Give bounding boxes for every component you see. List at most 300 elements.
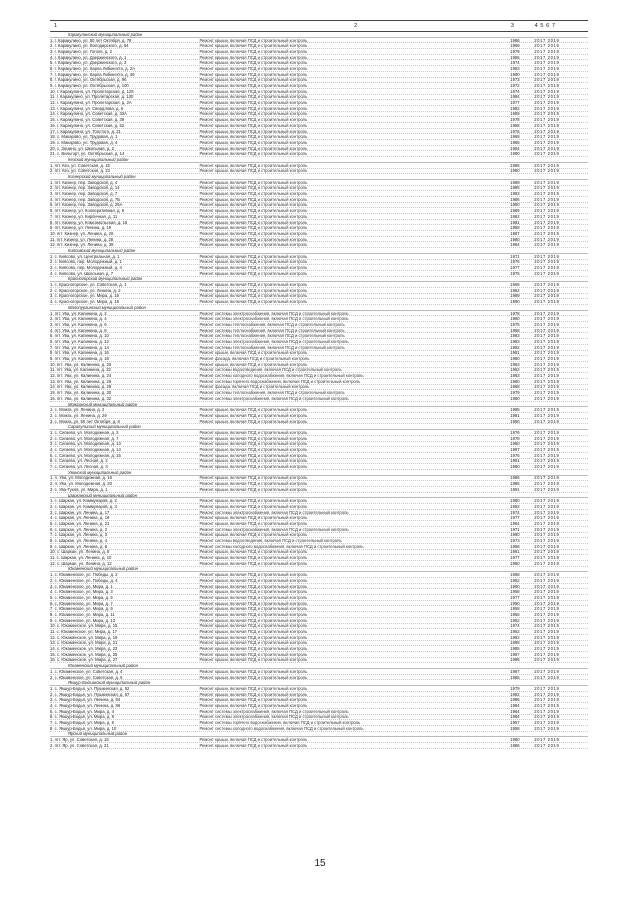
address-cell: 3. с. Шаркан, ул. Ленина, д. 17: [50, 509, 110, 515]
work-type-cell: Ремонт системы холодного водоснабжения, включая ПСД и строительный контроль: [199, 373, 364, 379]
address-cell: 2. пгт. Ува, ул. Калинина, д. 4: [50, 316, 107, 322]
address-cell: 2. с. Сигаево, ул. Молодежная, д. 7: [50, 435, 119, 441]
address-cell: 2. пгт. Яр, ул. Советская, д. 21: [50, 742, 109, 748]
address-cell: 7. г. Каракулино, ул. Карла Либкнехта, д. 36: [50, 71, 135, 77]
address-cell: 18. с. Макарово, ул. Трудовая, д. 1: [50, 134, 118, 140]
address-cell: 9. с. Юкаменское, ул. Мира, д. 13: [50, 617, 116, 623]
address-cell: 7. с. Якшур-Бодья, ул. Мира, д. 8: [50, 720, 114, 726]
address-cell: 4. с. Киясово, ул. Школьная, д. 7: [50, 270, 114, 276]
year-cell: 1977: [510, 594, 520, 600]
work-type-cell: Ремонт крыши, включая ПСД и строительный контроль: [199, 213, 308, 219]
work-type-cell: Ремонт крыши, включая ПСД и строительный контроль: [199, 481, 308, 487]
year-cell: 1988: [510, 122, 520, 128]
period-cell: 2017 2019: [534, 168, 560, 174]
address-cell: 12. г. Каракулино, ул. Пролетарская, д. 2А: [50, 100, 132, 106]
year-cell: 1989: [510, 179, 520, 185]
period-cell: 2017 2019: [534, 429, 560, 435]
period-cell: 2017 2019: [534, 105, 560, 111]
address-cell: 4. с. Юкаменское, ул. Мира, д. 3: [50, 589, 113, 595]
period-cell: 2017 2019: [534, 714, 560, 720]
work-type-cell: Ремонт крыши, включая ПСД и строительный контроль: [199, 407, 308, 413]
year-cell: 1971: [510, 253, 520, 259]
work-type-cell: Ремонт системы теплоснабжения, включая ПСД и строительный контроль: [199, 321, 345, 327]
period-cell: 2017 2019: [534, 520, 560, 526]
address-cell: 5. пгт. Кизнер, пер. Заводской, д. 26А: [50, 202, 123, 208]
year-cell: 1974: [510, 88, 520, 94]
address-cell: 11. с. Шаркан, ул. Ленина, д. 10: [50, 555, 112, 561]
period-cell: 2017 2019: [534, 452, 560, 458]
period-cell: 2017 2019: [534, 685, 560, 691]
year-cell: 1978: [510, 435, 520, 441]
address-cell: 3. пгт. Ува, ул. Калинина, д. 6: [50, 321, 107, 327]
address-cell: 4. г. Каракулино, ул. Дзержинского, д. 1: [50, 54, 127, 60]
period-cell: 2017 2019: [534, 65, 560, 71]
section-title: Каракулинский муниципальный район: [50, 32, 588, 38]
year-cell: 1972: [510, 83, 520, 89]
work-type-cell: Ремонт крыши, включая ПСД и строительный контроль: [199, 589, 308, 595]
period-cell: 2017 2019: [534, 611, 560, 617]
year-cell: 1980: [510, 464, 520, 470]
work-type-cell: Ремонт крыши, включая ПСД и строительный контроль: [199, 236, 308, 242]
period-cell: 2017 2019: [534, 600, 560, 606]
period-cell: 2017 2019: [534, 464, 560, 470]
work-type-cell: Ремонт крыши, включая ПСД и строительный контроль: [199, 270, 308, 276]
year-cell: 1980: [510, 395, 520, 401]
year-cell: 1963: [510, 361, 520, 367]
address-cell: 9. г. Каракулино, ул. Октябрьская, д. 100: [50, 83, 129, 89]
work-type-cell: Ремонт системы водоотведения, включая ПСД и строительный контроль: [199, 538, 342, 544]
work-type-cell: Ремонт крыши, включая ПСД и строительный контроль: [199, 202, 308, 208]
address-cell: 8. с. Шаркан, ул. Ленина, д. 4: [50, 538, 108, 544]
address-cell: 12. пгт. Кизнер, ул. Ленина, д. 38: [50, 242, 114, 248]
work-type-cell: Ремонт крыши, включая ПСД и строительный контроль: [199, 293, 308, 299]
work-type-cell: Ремонт крыши, включая ПСД и строительный контроль: [199, 577, 308, 583]
period-cell: 2017 2019: [534, 151, 560, 157]
work-type-cell: Ремонт крыши, включая ПСД и строительный контроль: [199, 594, 308, 600]
year-cell: 1990: [510, 418, 520, 424]
period-cell: 2017 2019: [534, 111, 560, 117]
period-cell: 2017 2019: [534, 37, 560, 43]
address-cell: 6. с. Юкаменское, ул. Мира, д. 7: [50, 600, 113, 606]
address-cell: 12. пгт. Ува, ул. Калинина, д. 24: [50, 373, 112, 379]
year-cell: 1986: [510, 475, 520, 481]
period-cell: 2017 2019: [534, 646, 560, 652]
year-cell: 1984: [510, 145, 520, 151]
work-type-cell: Ремонт системы электроснабжения, включая ПСД и строительный контроль: [199, 708, 349, 714]
year-cell: 1985: [510, 674, 520, 680]
work-type-cell: Ремонт системы электроснабжения, включая ПСД и строительный контроль: [199, 395, 349, 401]
work-type-cell: Ремонт крыши, включая ПСД и строительный контроль: [199, 48, 308, 54]
period-cell: 2017 2019: [534, 390, 560, 396]
period-cell: 2017 2019: [534, 83, 560, 89]
period-cell: 2017 2019: [534, 219, 560, 225]
period-cell: 2017 2019: [534, 134, 560, 140]
address-cell: 14. г. Каракулино, ул. Советская, д. 33А: [50, 111, 127, 117]
year-cell: 1981: [510, 458, 520, 464]
year-cell: 1960: [510, 583, 520, 589]
year-cell: 1958: [510, 572, 520, 578]
period-cell: 2017 2019: [534, 202, 560, 208]
address-cell: 5. г. Каракулино, ул. Дзержинского, д. 3: [50, 60, 127, 66]
period-cell: 2017 2019: [534, 532, 560, 538]
work-type-cell: Ремонт крыши, включая ПСД и строительный контроль: [199, 651, 308, 657]
period-cell: 2017 2019: [534, 299, 560, 305]
address-cell: 4. с. Сигаево, ул. Молодежная, д. 14: [50, 447, 121, 453]
period-cell: 2017 2019: [534, 230, 560, 236]
year-cell: 1975: [510, 452, 520, 458]
address-cell: 16. г. Каракулино, ул. Советская, д. 52: [50, 122, 125, 128]
repair-program-table: [50, 20, 588, 749]
address-cell: 14. с. Юкаменское, ул. Мира, д. 23: [50, 646, 118, 652]
year-cell: 1980: [510, 560, 520, 566]
work-type-cell: Ремонт крыши, включая ПСД и строительный контроль: [199, 242, 308, 248]
work-type-cell: Ремонт системы горячего водоснабжения, включая ПСД и строительный контроль: [199, 378, 361, 384]
year-cell: 1987: [510, 668, 520, 674]
period-cell: 2017 2019: [534, 594, 560, 600]
work-type-cell: Ремонт фасада, включая ПСД и строительный контроль: [199, 356, 310, 362]
period-cell: 2017 2019: [534, 321, 560, 327]
address-cell: 8. пгт. Ува, ул. Калинина, д. 16: [50, 350, 109, 356]
address-cell: 20. с. Зюзино, ул. Школьная, д. 2: [50, 145, 114, 151]
year-cell: 1985: [510, 407, 520, 413]
work-type-cell: Ремонт системы теплоснабжения, включая ПСД и строительный контроль: [199, 390, 345, 396]
year-cell: 1985: [510, 481, 520, 487]
work-type-cell: Ремонт системы горячего водоснабжения, включая ПСД и строительный контроль: [199, 720, 361, 726]
period-cell: 2017 2019: [534, 589, 560, 595]
address-cell: 5. с. Якшур-Бодья, ул. Мира, д. 4: [50, 708, 114, 714]
work-type-cell: Ремонт крыши, включая ПСД и строительный контроль: [199, 65, 308, 71]
address-cell: 5. с. Сигаево, ул. Молодежная, д. 15: [50, 452, 121, 458]
year-cell: 1990: [510, 600, 520, 606]
work-type-cell: Ремонт крыши, включая ПСД и строительный контроль: [199, 611, 308, 617]
period-cell: 2017 2019: [534, 543, 560, 549]
address-cell: 11. пгт. Ува, ул. Калинина, д. 22: [50, 367, 111, 373]
work-type-cell: Ремонт крыши, включая ПСД и строительный контроль: [199, 617, 308, 623]
period-cell: 2017 2019: [534, 316, 560, 322]
work-type-cell: Ремонт крыши, включая ПСД и строительный контроль: [199, 464, 308, 470]
work-type-cell: Ремонт крыши, включая ПСД и строительный контроль: [199, 441, 308, 447]
header-col-1: 1: [54, 23, 58, 29]
year-cell: 1962: [510, 213, 520, 219]
period-cell: 2017 2019: [534, 629, 560, 635]
year-cell: 1976: [510, 429, 520, 435]
work-type-cell: Ремонт крыши, включая ПСД и строительный контроль: [199, 532, 308, 538]
address-cell: 6. с. Шаркан, ул. Ленина, д. 2: [50, 526, 108, 532]
year-cell: 1986: [510, 37, 520, 43]
year-cell: 1964: [510, 708, 520, 714]
period-cell: 2017 2019: [534, 208, 560, 214]
address-cell: 17. г. Каракулино, ул. Толстого, д. 21: [50, 128, 121, 134]
year-cell: 1983: [510, 191, 520, 197]
address-cell: 1. с. Сигаево, ул. Молодежная, д. 3: [50, 429, 119, 435]
period-cell: 2017 2019: [534, 60, 560, 66]
work-type-cell: Ремонт крыши, включая ПСД и строительный контроль: [199, 674, 308, 680]
period-cell: 2017 2019: [534, 737, 560, 743]
work-type-cell: Ремонт крыши, включая ПСД и строительный контроль: [199, 583, 308, 589]
section-title: Малопургинский муниципальный район: [50, 305, 588, 311]
year-cell: 1982: [510, 634, 520, 640]
year-cell: 1958: [510, 589, 520, 595]
year-cell: 1980: [510, 236, 520, 242]
address-cell: 19. с. Макарово, ул. Трудовая, д. 4: [50, 139, 118, 145]
address-cell: 10. с. Шаркан, ул. Ленина, д. 8: [50, 549, 110, 555]
address-cell: 2. с. Юкаменское, ул. Советская, д. 5: [50, 674, 123, 680]
address-cell: 4. с. Шаркан, ул. Ленина, д. 19: [50, 515, 110, 521]
address-cell: 7. пгт. Ува, ул. Калинина, д. 14: [50, 344, 109, 350]
period-cell: 2017 2019: [534, 100, 560, 106]
year-cell: 1962: [510, 344, 520, 350]
year-cell: 1980: [510, 498, 520, 504]
period-cell: 2017 2019: [534, 327, 560, 333]
work-type-cell: Ремонт крыши, включая ПСД и строительный контроль: [199, 253, 308, 259]
period-cell: 2017 2019: [534, 236, 560, 242]
work-type-cell: Ремонт крыши, включая ПСД и строительный контроль: [199, 657, 308, 663]
period-cell: 2017 2019: [534, 117, 560, 123]
year-cell: 1975: [510, 321, 520, 327]
period-cell: 2017 2019: [534, 486, 560, 492]
period-cell: 2017 2019: [534, 634, 560, 640]
year-cell: 1958: [510, 606, 520, 612]
section-title: Ярский муниципальный район: [50, 732, 588, 738]
year-cell: 1973: [510, 538, 520, 544]
work-type-cell: Ремонт крыши, включая ПСД и строительный контроль: [199, 412, 308, 418]
header-col-2: 2: [354, 23, 358, 29]
address-cell: 2. пгт. Кизнер, пер. Заводской, д. 14: [50, 185, 120, 191]
period-cell: 2017 2019: [534, 617, 560, 623]
header-col-4: 4 5 6 7: [534, 23, 556, 29]
year-cell: 1984: [510, 702, 520, 708]
address-cell: 2. г. Каракулино, ул. Володарского, д. 64: [50, 43, 129, 49]
work-type-cell: Ремонт системы электроснабжения, включая ПСД и строительный контроль: [199, 310, 349, 316]
period-cell: 2017 2019: [534, 361, 560, 367]
period-cell: 2017 2019: [534, 213, 560, 219]
work-type-cell: Ремонт крыши, включая ПСД и строительный контроль: [199, 111, 308, 117]
work-type-cell: Ремонт крыши, включая ПСД и строительный контроль: [199, 225, 308, 231]
address-cell: 15. г. Каракулино, ул. Советская, д. 39: [50, 117, 125, 123]
work-type-cell: Ремонт крыши, включая ПСД и строительный контроль: [199, 737, 308, 743]
work-type-cell: Ремонт крыши, включая ПСД и строительный контроль: [199, 549, 308, 555]
period-cell: 2017 2019: [534, 162, 560, 168]
address-cell: 5. с. Шаркан, ул. Ленина, д. 21: [50, 520, 110, 526]
work-type-cell: Ремонт системы электроснабжения, включая ПСД и строительный контроль: [199, 509, 349, 515]
address-cell: 15. пгт. Ува, ул. Калинина, д. 30: [50, 390, 112, 396]
period-cell: 2017 2019: [534, 498, 560, 504]
year-cell: 1979: [510, 685, 520, 691]
period-cell: 2017 2019: [534, 378, 560, 384]
period-cell: 2017 2019: [534, 725, 560, 731]
period-cell: 2017 2019: [534, 412, 560, 418]
work-type-cell: Ремонт крыши, включая ПСД и строительный контроль: [199, 100, 308, 106]
work-type-cell: Ремонт крыши, включая ПСД и строительный контроль: [199, 105, 308, 111]
year-cell: 1968: [510, 384, 520, 390]
table-body: [50, 32, 588, 749]
work-type-cell: Ремонт крыши, включая ПСД и строительный контроль: [199, 623, 308, 629]
year-cell: 1989: [510, 43, 520, 49]
period-cell: 2017 2019: [534, 259, 560, 265]
work-type-cell: Ремонт крыши, включая ПСД и строительный контроль: [199, 418, 308, 424]
work-type-cell: Ремонт крыши, включая ПСД и строительный контроль: [199, 37, 308, 43]
work-type-cell: Ремонт системы водоотведения, включая ПСД и строительный контроль: [199, 367, 342, 373]
period-cell: 2017 2019: [534, 418, 560, 424]
year-cell: 1974: [510, 623, 520, 629]
address-cell: 16. пгт. Ува, ул. Калинина, д. 32: [50, 395, 112, 401]
work-type-cell: Ремонт крыши, включая ПСД и строительный контроль: [199, 145, 308, 151]
period-cell: 2017 2019: [534, 225, 560, 231]
period-cell: 2017 2019: [534, 338, 560, 344]
address-cell: 1. пгт. Ува, ул. Калинина, д. 2: [50, 310, 107, 316]
period-cell: 2017 2019: [534, 344, 560, 350]
address-cell: 13. с. Юкаменское, ул. Мира, д. 21: [50, 640, 118, 646]
work-type-cell: Ремонт крыши, включая ПСД и строительный контроль: [199, 668, 308, 674]
section-title: Шарканский муниципальный район: [50, 493, 588, 499]
year-cell: 1980: [510, 168, 520, 174]
year-cell: 1980: [510, 202, 520, 208]
address-cell: 11. г. Каракулино, ул. Пролетарская, д. 130: [50, 94, 134, 100]
work-type-cell: Ремонт крыши, включая ПСД и строительный контроль: [199, 162, 308, 168]
year-cell: 1991: [510, 486, 520, 492]
address-cell: 10. с. Юкаменское, ул. Мира, д. 15: [50, 623, 118, 629]
work-type-cell: Ремонт крыши, включая ПСД и строительный контроль: [199, 94, 308, 100]
address-cell: 11. с. Юкаменское, ул. Мира, д. 17: [50, 629, 118, 635]
address-cell: 14. пгт. Ува, ул. Калинина, д. 28: [50, 384, 112, 390]
work-type-cell: Ремонт крыши, включая ПСД и строительный контроль: [199, 151, 308, 157]
year-cell: 1989: [510, 293, 520, 299]
period-cell: 2017 2019: [534, 384, 560, 390]
address-cell: 6. с. Сигаево, ул. Лесная, д. 2: [50, 458, 108, 464]
address-cell: 7. с. Шаркан, ул. Ленина, д. 3: [50, 532, 108, 538]
work-type-cell: Ремонт крыши, включая ПСД и строительный контроль: [199, 134, 308, 140]
work-type-cell: Ремонт крыши, включая ПСД и строительный контроль: [199, 691, 308, 697]
section-title: Можгинский муниципальный район: [50, 402, 588, 408]
work-type-cell: Ремонт крыши, включая ПСД и строительный контроль: [199, 458, 308, 464]
period-cell: 2017 2019: [534, 702, 560, 708]
address-cell: 2. п. Ува, ул. Молодежная, д. 20: [50, 481, 112, 487]
address-cell: 7. с. Сигаево, ул. Лесная, д. 3: [50, 464, 108, 470]
address-cell: 1. пгт. Кизнер, пер. Заводской, д. 4: [50, 179, 118, 185]
work-type-cell: Ремонт системы теплоснабжения, включая ПСД и строительный контроль: [199, 327, 345, 333]
period-cell: 2017 2019: [534, 640, 560, 646]
period-cell: 2017 2019: [534, 179, 560, 185]
address-cell: 2. с. Можга, ул. Ленина, д. 29: [50, 412, 107, 418]
address-cell: 7. с. Юкаменское, ул. Мира, д. 9: [50, 606, 113, 612]
address-cell: 2. с. Юкаменское, ул. Победы, д. 4: [50, 577, 118, 583]
year-cell: 1962: [510, 577, 520, 583]
year-cell: 1980: [510, 356, 520, 362]
work-type-cell: Ремонт крыши, включая ПСД и строительный контроль: [199, 572, 308, 578]
period-cell: 2017 2019: [534, 657, 560, 663]
year-cell: 1980: [510, 441, 520, 447]
year-cell: 1974: [510, 60, 520, 66]
address-cell: 6. пгт. Кизнер, ул. Кооперативная, д. 8: [50, 208, 125, 214]
address-cell: 1. с. Якшур-Бодья, ул. Пушкинская, д. 52: [50, 685, 130, 691]
period-cell: 2017 2019: [534, 282, 560, 288]
period-cell: 2017 2019: [534, 435, 560, 441]
address-cell: 9. пгт. Кизнер, ул. Ленина, д. 19: [50, 225, 112, 231]
address-cell: 12. с. Юкаменское, ул. Мира, д. 19: [50, 634, 118, 640]
period-cell: 2017 2019: [534, 265, 560, 271]
work-type-cell: Ремонт крыши, включая ПСД и строительный контроль: [199, 606, 308, 612]
work-type-cell: Ремонт крыши, включая ПСД и строительный контроль: [199, 429, 308, 435]
period-cell: 2017 2019: [534, 310, 560, 316]
year-cell: 1958: [510, 543, 520, 549]
period-cell: 2017 2019: [534, 356, 560, 362]
address-cell: 4. пгт. Ува, ул. Калинина, д. 8: [50, 327, 107, 333]
period-cell: 2017 2019: [534, 373, 560, 379]
address-cell: 3. с. Юкаменское, ул. Мира, д. 1: [50, 583, 113, 589]
period-cell: 2017 2019: [534, 395, 560, 401]
address-cell: 9. с. Шаркан, ул. Ленина, д. 6: [50, 543, 108, 549]
period-cell: 2017 2019: [534, 293, 560, 299]
work-type-cell: Ремонт системы электроснабжения, включая ПСД и строительный контроль: [199, 338, 349, 344]
table-row: [50, 726, 588, 732]
period-cell: 2017 2019: [534, 697, 560, 703]
year-cell: 1957: [510, 720, 520, 726]
period-cell: 2017 2019: [534, 122, 560, 128]
address-cell: 4. с. Красногорское, ул. Мира, д. 18: [50, 299, 119, 305]
address-cell: 3. г. Каракулино, ул. Гоголя, д. 2: [50, 48, 112, 54]
address-cell: 5. пгт. Ува, ул. Калинина, д. 10: [50, 333, 109, 339]
address-cell: 1. пгт. Яр, ул. Советская, д. 15: [50, 737, 109, 743]
year-cell: 1964: [510, 242, 520, 248]
work-type-cell: Ремонт крыши, включая ПСД и строительный контроль: [199, 503, 308, 509]
period-cell: 2017 2019: [534, 583, 560, 589]
period-cell: 2017 2019: [534, 333, 560, 339]
work-type-cell: Ремонт крыши, включая ПСД и строительный контроль: [199, 88, 308, 94]
section-title: Юкаменский муниципальный район: [50, 567, 588, 573]
period-cell: 2017 2019: [534, 145, 560, 151]
year-cell: 1977: [510, 265, 520, 271]
period-cell: 2017 2019: [534, 253, 560, 259]
work-type-cell: Ремонт системы электроснабжения, включая ПСД и строительный контроль: [199, 714, 349, 720]
year-cell: 1983: [510, 65, 520, 71]
address-cell: 1. п. Ува, ул. Молодежная, д. 16: [50, 475, 112, 481]
work-type-cell: Ремонт крыши, включая ПСД и строительный контроль: [199, 168, 308, 174]
work-type-cell: Ремонт крыши, включая ПСД и строительный контроль: [199, 634, 308, 640]
year-cell: 1976: [510, 128, 520, 134]
address-cell: 5. с. Юкаменское, ул. Мира, д. 5: [50, 594, 113, 600]
work-type-cell: Ремонт системы электроснабжения, включая ПСД и строительный контроль: [199, 316, 349, 322]
work-type-cell: Ремонт крыши, включая ПСД и строительный контроль: [199, 640, 308, 646]
address-cell: 8. с. Якшур-Бодья, ул. Мира, д. 10: [50, 725, 117, 731]
address-cell: 9. пгт. Ува, ул. Калинина, д. 18: [50, 356, 109, 362]
period-cell: 2017 2019: [534, 577, 560, 583]
address-cell: 1. с. Юкаменское, ул. Советская, д. 4: [50, 668, 123, 674]
year-cell: 1980: [510, 378, 520, 384]
year-cell: 1966: [510, 139, 520, 145]
year-cell: 1990: [510, 151, 520, 157]
work-type-cell: Ремонт крыши, включая ПСД и строительный контроль: [199, 117, 308, 123]
address-cell: 6. с. Якшур-Бодья, ул. Мира, д. 6: [50, 714, 114, 720]
year-cell: 1958: [510, 225, 520, 231]
address-cell: 13. г. Каракулино, ул. Свердлова, д. 6: [50, 105, 124, 111]
address-cell: 2. с. Киясово, пер. Молодежный, д. 1: [50, 259, 122, 265]
year-cell: 1967: [510, 230, 520, 236]
work-type-cell: Ремонт крыши, включая ПСД и строительный контроль: [199, 555, 308, 561]
year-cell: 1980: [510, 532, 520, 538]
year-cell: 1976: [510, 259, 520, 265]
year-cell: 1980: [510, 737, 520, 743]
year-cell: 1977: [510, 555, 520, 561]
address-cell: 3. с. Киясово, пер. Молодежный, д. 4: [50, 265, 122, 271]
address-cell: 2. с. Шаркан, ул. Коммунаров, д. 3: [50, 503, 117, 509]
address-cell: 10. пгт. Кизнер, ул. Ленина, д. 26: [50, 230, 114, 236]
period-cell: 2017 2019: [534, 555, 560, 561]
period-cell: 2017 2019: [534, 515, 560, 521]
work-type-cell: Ремонт крыши, включая ПСД и строительный контроль: [199, 475, 308, 481]
year-cell: 1992: [510, 503, 520, 509]
year-cell: 1982: [510, 691, 520, 697]
year-cell: 1985: [510, 646, 520, 652]
